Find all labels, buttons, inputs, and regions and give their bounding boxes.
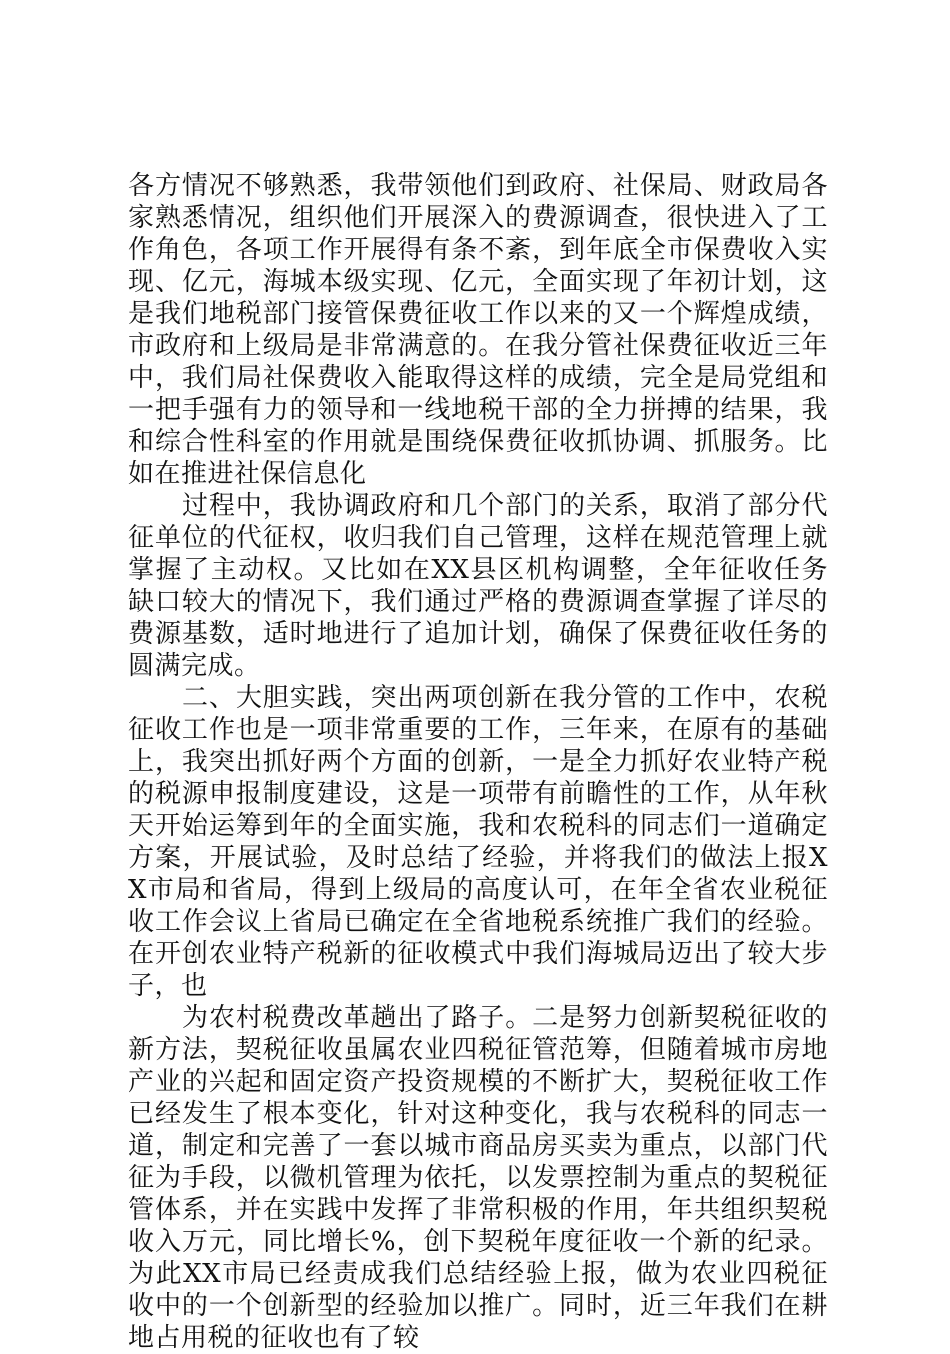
document-body <box>128 170 828 1354</box>
paragraph-1: 各方情况不够熟悉，我带领他们到政府、社保局、财政局各家熟悉情况，组织他们开展深入的费源调查，很快进入了工作角色，各项工作开展得有条不紊，到年底全市保费收入实现、亿元，海城本级实现、亿元，全面实现了年初计划，这是我们地税部门接管保费征收工作以来的又一个辉煌成绩，市政府和上级局是非常满意的。在我分管社保费征收近三年中，我们局社保费收入能取得这样的成绩，完全是局党组和一把手强有力的领导和一线地税干部的全力拼搏的结果，我和综合性科室的作用就是围绕保费征收抓协调、抓服务。比如在推进社保信息化 <box>128 171 828 489</box>
paragraph-4: 为农村税费改革趟出了路子。二是努力创新契税征收的新方法，契税征收虽属农业四税征管范筹，但随着城市房地产业的兴起和固定资产投资规模的不断扩大，契税征收工作已经发生了根本变化，针对这种变化，我与农税科的同志一道，制定和完善了一套以城市商品房买卖为重点，以部门代征为手段，以微机管理为依托，以发票控制为重点的契税征管体系，并在实践中发挥了非常积极的作用，年共组织契税收入万元，同比增长%，创下契税年度征收一个新的纪录。为此XX市局已经责成我们总结经验上报，做为农业四税征收中的一个创新型的经验加以推广。同时，近三年我们在耕地占用税的征收也有了较 <box>128 1003 828 1353</box>
paragraph-2: 过程中，我协调政府和几个部门的关系，取消了部分代征单位的代征权，收归我们自己管理，这样在规范管理上就掌握了主动权。又比如在XX县区机构调整，全年征收任务缺口较大的情况下，我们通过严格的费源调查掌握了详尽的费源基数，适时地进行了追加计划，确保了保费征收任务的圆满完成。 <box>128 491 828 681</box>
paragraph-3: 二、大胆实践，突出两项创新在我分管的工作中，农税征收工作也是一项非常重要的工作，三年来，在原有的基础上，我突出抓好两个方面的创新，一是全力抓好农业特产税的税源申报制度建设，这是一项带有前瞻性的工作，从年秋天开始运筹到年的全面实施，我和农税科的同志们一道确定方案，开展试验，及时总结了经验，并将我们的做法上报XX市局和省局，得到上级局的高度认可，在年全省农业税征收工作会议上省局已确定在全省地税系统推广我们的经验。在开创农业特产税新的征收模式中我们海城局迈出了较大步子，也 <box>128 683 828 1001</box>
